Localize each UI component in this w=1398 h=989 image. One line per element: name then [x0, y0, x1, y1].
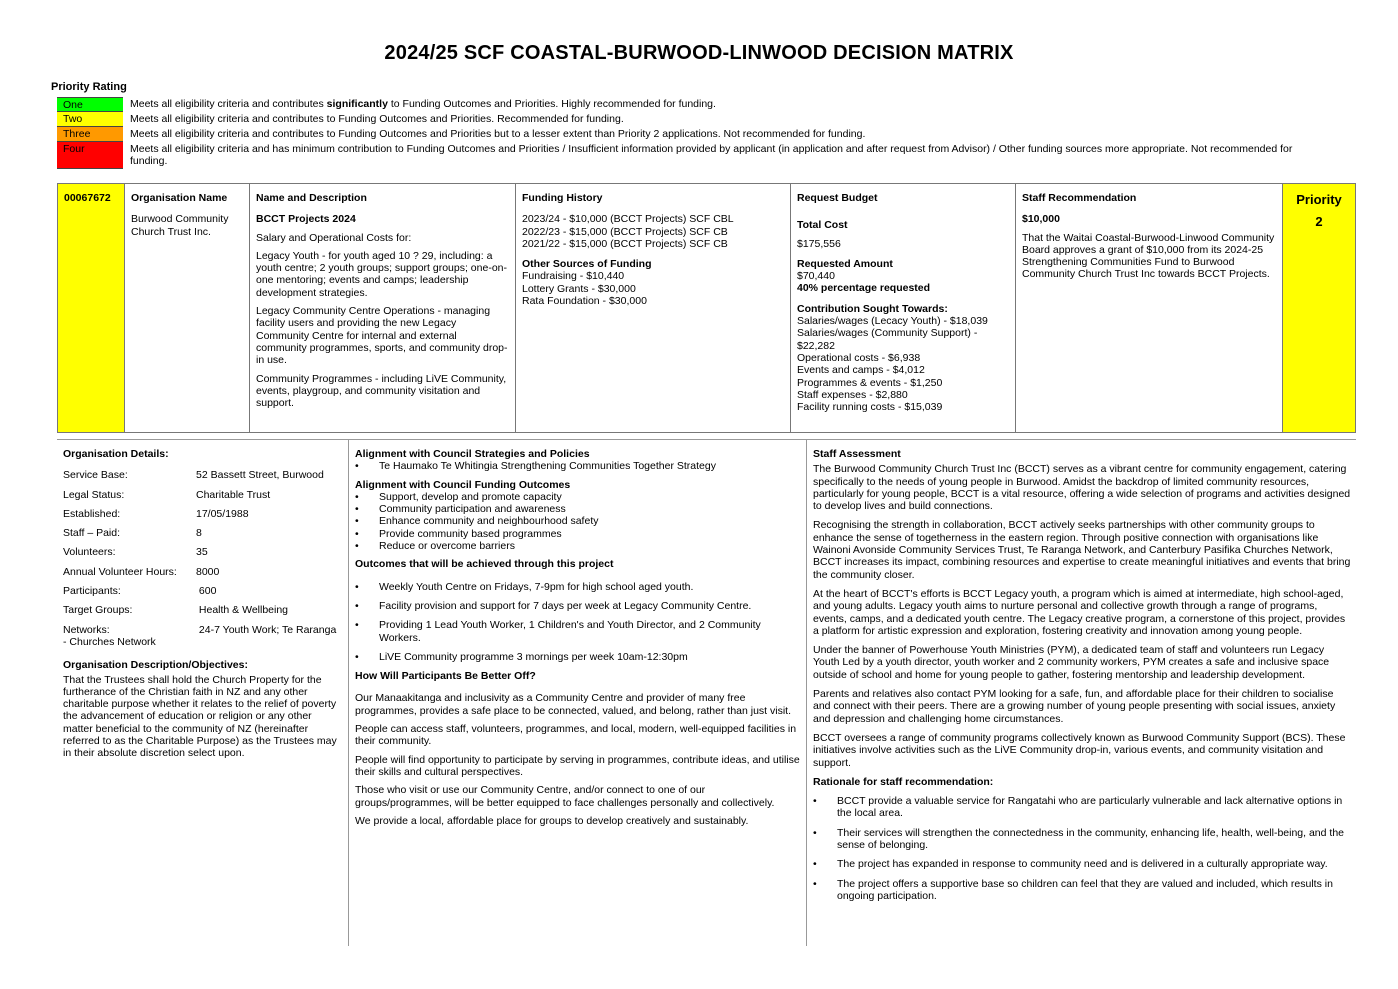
- recommended-amount: $10,000: [1022, 213, 1060, 226]
- description-item: Community Programmes - including LiVE Community, events, playgroup, and community visitation and support.: [256, 372, 507, 410]
- legend-desc-two: Meets all eligibility criteria and contributes to Funding Outcomes and Priorities. Recommended for funding.: [130, 113, 624, 125]
- detail-row: Networks: 24-7 Youth Work; Te Raranga: [63, 623, 337, 636]
- total-cost-value: $175,556: [797, 237, 841, 250]
- legend-row-three: [57, 127, 1317, 142]
- organisation-details-heading: Organisation Details:: [63, 448, 169, 460]
- percentage-requested: 40% percentage requested: [797, 282, 931, 295]
- legend-swatch-three: Three: [57, 127, 123, 142]
- detail-row: Target Groups: Health & Wellbeing: [63, 604, 289, 617]
- total-cost-label: Total Cost: [797, 219, 848, 232]
- better-off-paragraph: Those who visit or use our Community Centre, and/or connect to one of our groups/programmes, will be better equipped to face challenges personally and collectively.: [355, 784, 775, 809]
- column-divider: [806, 440, 807, 946]
- contribution-header: Contribution Sought Towards:: [797, 302, 948, 315]
- organisation-details: [63, 448, 343, 760]
- alignment-section: [355, 448, 803, 833]
- name-description-cell: [250, 184, 516, 432]
- priority-legend: [57, 97, 1317, 169]
- detail-row: Staff – Paid: 8: [63, 527, 202, 540]
- funding-outcome-item: • Reduce or overcome barriers: [355, 540, 803, 552]
- achieved-outcomes-heading: Outcomes that will be achieved through this project: [355, 558, 614, 571]
- priority-rating-heading: Priority Rating: [51, 81, 127, 93]
- rationale-item: • The project offers a supportive base so children can feel that they are valued and included, which results in ongoing participation.: [813, 878, 1353, 903]
- funding-history-item: 2021/22 - $15,000 (BCCT Projects) SCF CB: [522, 237, 728, 250]
- legend-desc-four: Meets all eligibility criteria and has minimum contribution to Funding Outcomes and Priorities / Insufficient information provided by applicant (in application and after request from Advisor) / Other funding sources more appropriate. Not recommended for funding.: [130, 143, 1293, 167]
- organisation-name-cell: [125, 184, 250, 432]
- request-budget-cell: [791, 184, 1016, 432]
- contribution-item: Events and camps - $4,012: [797, 364, 925, 377]
- contribution-item: Staff expenses - $2,880: [797, 388, 908, 401]
- project-title: BCCT Projects 2024: [256, 213, 356, 226]
- networks-extra: - Churches Network: [63, 635, 156, 648]
- assessment-paragraph: Parents and relatives also contact PYM looking for a safe, fun, and affordable place for their children to socialise and connect with their peers. There are a growing number of young people presenting with social issues, anxiety and depression and challenging home circumstances.: [813, 688, 1336, 725]
- staff-assessment: [813, 448, 1353, 909]
- assessment-paragraph: The Burwood Community Church Trust Inc (BCCT) serves as a vibrant centre for community engagement, catering specifically to the needs of young people in Burwood. Amidst the backdrop of limited community resources, particularly for young people, BCCT is a vital resource, offering a wide selection of programs and activities designed to develop lives and build connections.: [813, 463, 1351, 513]
- contribution-item: Salaries/wages (Community Support) - $22,282: [797, 327, 978, 352]
- achieved-outcome-item: • LiVE Community programme 3 mornings per week 10am-12:30pm: [355, 651, 803, 663]
- funding-outcome-item: • Enhance community and neighbourhood safety: [355, 515, 803, 527]
- description-item: Legacy Community Centre Operations - managing facility users and providing the new Legacy Community Centre for internal and external community programmes, sports, and community drop-in use.: [256, 305, 508, 367]
- requested-amount-label: Requested Amount: [797, 257, 893, 270]
- request-budget-header: Request Budget: [797, 192, 878, 204]
- better-off-paragraph: People will find opportunity to participate by serving in programmes, contribute ideas, and utilise their skills and cultural perspectives.: [355, 753, 800, 778]
- better-off-paragraph: We provide a local, affordable place for groups to develop creatively and sustainably.: [355, 814, 749, 827]
- legend-desc-one: Meets all eligibility criteria and contributes significantly to Funding Outcomes and Priorities. Highly recommended for funding.: [130, 98, 716, 110]
- funding-outcome-item: • Community participation and awareness: [355, 503, 803, 515]
- achieved-outcome-item: • Providing 1 Lead Youth Worker, 1 Children's and Youth Director, and 2 Community Workers.: [355, 619, 803, 644]
- other-source-item: Fundraising - $10,440: [522, 270, 625, 283]
- better-off-paragraph: People can access staff, volunteers, programmes, and local, modern, well-equipped facilities in their community.: [355, 723, 797, 748]
- funding-outcome-item: • Support, develop and promote capacity: [355, 491, 803, 503]
- strategy-item: • Te Haumako Te Whitingia Strengthening Communities Together Strategy: [355, 460, 803, 472]
- assessment-paragraph: BCCT oversees a range of community programs collectively known as Burwood Community Support (BCS). These initiatives involve activities such as the LiVE Community drop-in, various events, and community visitation and support.: [813, 731, 1346, 769]
- assessment-paragraph: At the heart of BCCT's efforts is BCCT Legacy youth, a program which is aimed at intermediate, high school-aged, and young adults. Legacy youth aims to nurture personal and collective growth through a range of programs, events, camps, and a dedicated youth centre. The Legacy creative program, a cornerstone of this project, provides a platform for artistic expression and exploration, fostering creativity and innovation among young people.: [813, 587, 1346, 637]
- achieved-outcome-item: • Weekly Youth Centre on Fridays, 7-9pm for high school aged youth.: [355, 581, 803, 593]
- staff-recommendation-header: Staff Recommendation: [1022, 192, 1137, 204]
- legend-swatch-two: Two: [57, 112, 123, 127]
- staff-recommendation-cell: [1016, 184, 1283, 432]
- decision-matrix-row: [57, 183, 1356, 433]
- detail-row: Volunteers: 35: [63, 546, 208, 559]
- other-source-item: Lottery Grants - $30,000: [522, 282, 636, 295]
- contribution-item: Operational costs - $6,938: [797, 351, 921, 364]
- organisation-name: Burwood Community Church Trust Inc.: [131, 213, 229, 238]
- rationale-item: • BCCT provide a valuable service for Rangatahi who are particularly vulnerable and lack alternative options in the local area.: [813, 795, 1353, 820]
- contribution-item: Facility running costs - $15,039: [797, 401, 943, 414]
- funding-outcome-item: • Provide community based programmes: [355, 528, 803, 540]
- rationale-item: • Their services will strengthen the connectedness in the community, enhancing life, health, well-being, and the sense of belonging.: [813, 827, 1353, 852]
- organisation-description: That the Trustees shall hold the Church Property for the furtherance of the Christian faith in NZ and any other charitable purpose whether it relates to the relief of poverty the advancement of education or religion or any other matter beneficial to the community of NZ (hereinafter referred to as the Charitable Purpose) as the Trustees may in their absolute discretion select upon.: [63, 673, 337, 760]
- contribution-item: Salaries/wages (Lecacy Youth) - $18,039: [797, 315, 988, 328]
- legend-swatch-one: One: [57, 97, 123, 112]
- assessment-paragraph: Recognising the strength in collaboration, BCCT actively seeks partnerships with other community groups to enhance the sense of togetherness in the eastern region. Through positive connection with organisations like Wainoni Avonside Community Services Trust, Te Raranga Network, and Canterbury Pasifika Churches Network, BCCT increases its impact, combining resources and expertise to create meaningful initiatives and events that bring the community closer.: [813, 519, 1351, 581]
- legend-swatch-four: Four: [57, 142, 123, 169]
- other-source-item: Rata Foundation - $30,000: [522, 295, 647, 308]
- legend-desc-three: Meets all eligibility criteria and contributes to Funding Outcomes and Priorities but to a lesser extent than Priority 2 applications. Not recommended for funding.: [130, 128, 866, 140]
- name-description-header: Name and Description: [256, 192, 367, 204]
- rationale-item: • The project has expanded in response to community need and is delivered in a culturally appropriate way.: [813, 858, 1353, 870]
- funding-history-item: 2022/23 - $15,000 (BCCT Projects) SCF CB: [522, 225, 728, 238]
- detail-row: Annual Volunteer Hours: 8000: [63, 565, 220, 578]
- assessment-paragraph: Under the banner of Powerhouse Youth Ministries (PYM), a dedicated team of staff and volunteers run Legacy Youth Led by a youth director, youth worker and 2 community workers, PYM creates a safe and inclusive space outside of school and home for young people to gather, fostering mentorship and leadership development.: [813, 644, 1330, 681]
- column-divider: [348, 440, 349, 946]
- funding-outcomes-heading: Alignment with Council Funding Outcomes: [355, 478, 571, 491]
- priority-cell: [1283, 184, 1355, 432]
- page-title: 2024/25 SCF COASTAL-BURWOOD-LINWOOD DECISION MATRIX: [384, 42, 1014, 64]
- rationale-heading: Rationale for staff recommendation:: [813, 775, 994, 788]
- better-off-heading: How Will Participants Be Better Off?: [355, 670, 536, 683]
- better-off-paragraph: Our Manaakitanga and inclusivity as a Community Centre and provider of many free programmes, provides a safe place to be connected, valued, and belong, rather than just visit.: [355, 692, 792, 717]
- funding-history-item: 2023/24 - $10,000 (BCCT Projects) SCF CBL: [522, 213, 734, 226]
- staff-assessment-heading: Staff Assessment: [813, 448, 901, 460]
- application-id: 00067672: [58, 184, 125, 432]
- section-divider: [57, 439, 1356, 440]
- detail-row: Service Base: 52 Bassett Street, Burwood: [63, 469, 324, 482]
- strategies-heading: Alignment with Council Strategies and Policies: [355, 448, 590, 460]
- contribution-item: Programmes & events - $1,250: [797, 376, 943, 389]
- description-item: Legacy Youth - for youth aged 10 ? 29, including: a youth centre; 2 youth groups; support groups; one-on-one mentoring; events and camps; leadership development strategies.: [256, 249, 507, 299]
- requested-amount-value: $70,440: [797, 270, 835, 283]
- organisation-description-heading: Organisation Description/Objectives:: [63, 659, 248, 672]
- organisation-name-header: Organisation Name: [131, 192, 228, 204]
- legend-row-four: [57, 142, 1317, 169]
- description-intro: Salary and Operational Costs for:: [256, 231, 412, 244]
- detail-row: Legal Status: Charitable Trust: [63, 488, 271, 501]
- detail-row: Established: 17/05/1988: [63, 507, 249, 520]
- staff-recommendation-text: That the Waitai Coastal-Burwood-Linwood Community Board approves a grant of $10,000 from its 2024-25 Strengthening Communities Fund to Burwood Community Church Trust Inc towards BCCT Projects.: [1022, 231, 1275, 281]
- other-sources-header: Other Sources of Funding: [522, 258, 652, 271]
- priority-label: Priority: [1296, 192, 1342, 207]
- funding-history-cell: [516, 184, 791, 432]
- funding-history-header: Funding History: [522, 192, 603, 204]
- legend-row-two: [57, 112, 1317, 127]
- legend-row-one: [57, 97, 1317, 112]
- achieved-outcome-item: • Facility provision and support for 7 days per week at Legacy Community Centre.: [355, 600, 803, 612]
- priority-value: 2: [1315, 214, 1323, 229]
- detail-row: Participants: 600: [63, 585, 217, 598]
